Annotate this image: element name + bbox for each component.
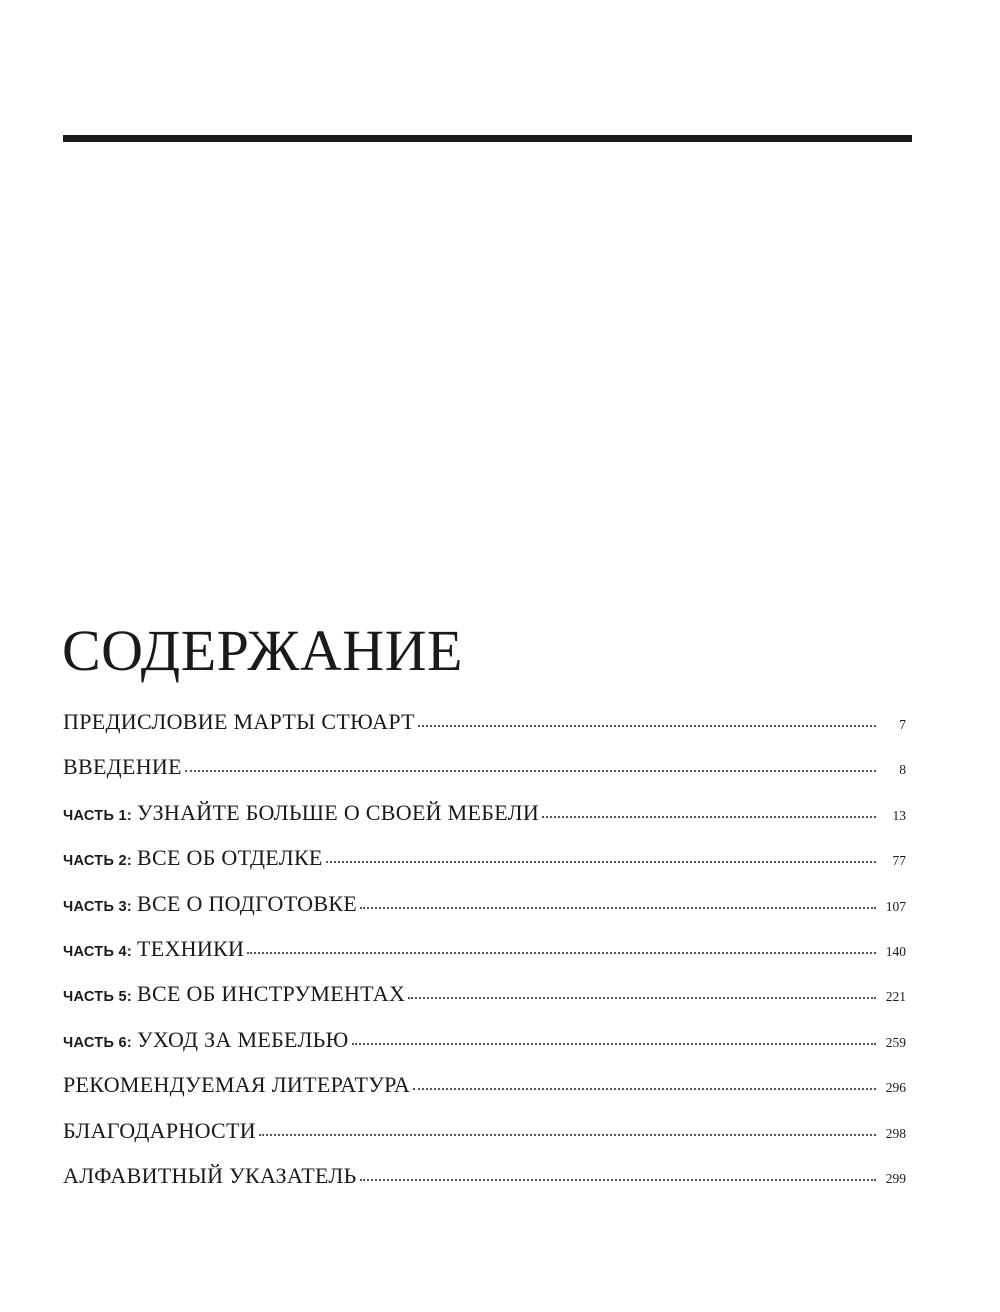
- toc-part-label: ЧАСТЬ 6:: [63, 1034, 133, 1051]
- toc-page-number: 107: [885, 898, 906, 914]
- toc-page-number: 13: [892, 807, 906, 823]
- toc-page-number: 77: [892, 853, 906, 869]
- toc-page-number: 296: [885, 1080, 906, 1096]
- toc-entry-title: ВСЕ О ПОДГОТОВКЕ: [137, 890, 358, 916]
- toc-page-number: 299: [885, 1170, 906, 1186]
- toc-entry-title: ВСЕ ОБ ОТДЕЛКЕ: [137, 845, 323, 871]
- toc-entry-title: БЛАГОДАРНОСТИ: [63, 1117, 256, 1143]
- toc-page-number: 140: [885, 943, 906, 959]
- toc-entry-introduction[interactable]: [63, 744, 906, 789]
- toc-entry-part-2[interactable]: [63, 835, 906, 880]
- toc-entry-part-4[interactable]: [63, 926, 906, 971]
- toc-entry-title: РЕКОМЕНДУЕМАЯ ЛИТЕРАТУРА: [63, 1072, 411, 1098]
- dot-leader: [408, 997, 876, 999]
- dot-leader: [352, 1043, 876, 1045]
- toc-entry-part-3[interactable]: [63, 881, 906, 926]
- toc-entry-title: ВСЕ ОБ ИНСТРУМЕНТАХ: [137, 981, 406, 1007]
- dot-leader: [542, 816, 876, 818]
- toc-page-number: 221: [885, 989, 906, 1005]
- toc-entry-title: ПРЕДИСЛОВИЕ МАРТЫ СТЮАРТ: [63, 709, 415, 734]
- dot-leader: [413, 1088, 876, 1090]
- dot-leader: [360, 1179, 876, 1181]
- toc-entry-title: АЛФАВИТНЫЙ УКАЗАТЕЛЬ: [63, 1162, 357, 1188]
- page-title: СОДЕРЖАНИЕ: [62, 618, 463, 683]
- table-of-contents: [63, 699, 906, 1198]
- toc-part-label: ЧАСТЬ 3:: [63, 898, 133, 915]
- toc-entry-recommended-reading[interactable]: [63, 1062, 906, 1107]
- dot-leader: [259, 1134, 876, 1136]
- toc-part-label: ЧАСТЬ 1:: [63, 807, 133, 824]
- toc-page-number: 259: [885, 1034, 906, 1050]
- toc-entry-part-1[interactable]: [63, 790, 906, 835]
- toc-page-number: 7: [899, 717, 906, 732]
- dot-leader: [185, 770, 876, 772]
- toc-entry-title: ТЕХНИКИ: [137, 935, 245, 961]
- toc-entry-part-6[interactable]: [63, 1017, 906, 1062]
- dot-leader: [247, 952, 876, 954]
- toc-page-number: 298: [885, 1125, 906, 1141]
- toc-entry-foreword[interactable]: [63, 699, 906, 744]
- toc-entry-title: УЗНАЙТЕ БОЛЬШЕ О СВОЕЙ МЕБЕЛИ: [137, 799, 540, 825]
- toc-entry-acknowledgements[interactable]: [63, 1108, 906, 1153]
- top-rule: [63, 135, 912, 142]
- dot-leader: [326, 861, 876, 863]
- toc-part-label: ЧАСТЬ 2:: [63, 853, 133, 870]
- dot-leader: [418, 725, 876, 727]
- dot-leader: [360, 907, 876, 909]
- toc-part-label: ЧАСТЬ 5:: [63, 989, 133, 1006]
- toc-entry-title: УХОД ЗА МЕБЕЛЬЮ: [137, 1026, 349, 1052]
- toc-entry-index[interactable]: [63, 1153, 906, 1198]
- toc-entry-part-5[interactable]: [63, 971, 906, 1016]
- toc-part-label: ЧАСТЬ 4:: [63, 943, 133, 960]
- toc-entry-title: ВВЕДЕНИЕ: [63, 754, 182, 780]
- toc-page-number: 8: [899, 762, 906, 778]
